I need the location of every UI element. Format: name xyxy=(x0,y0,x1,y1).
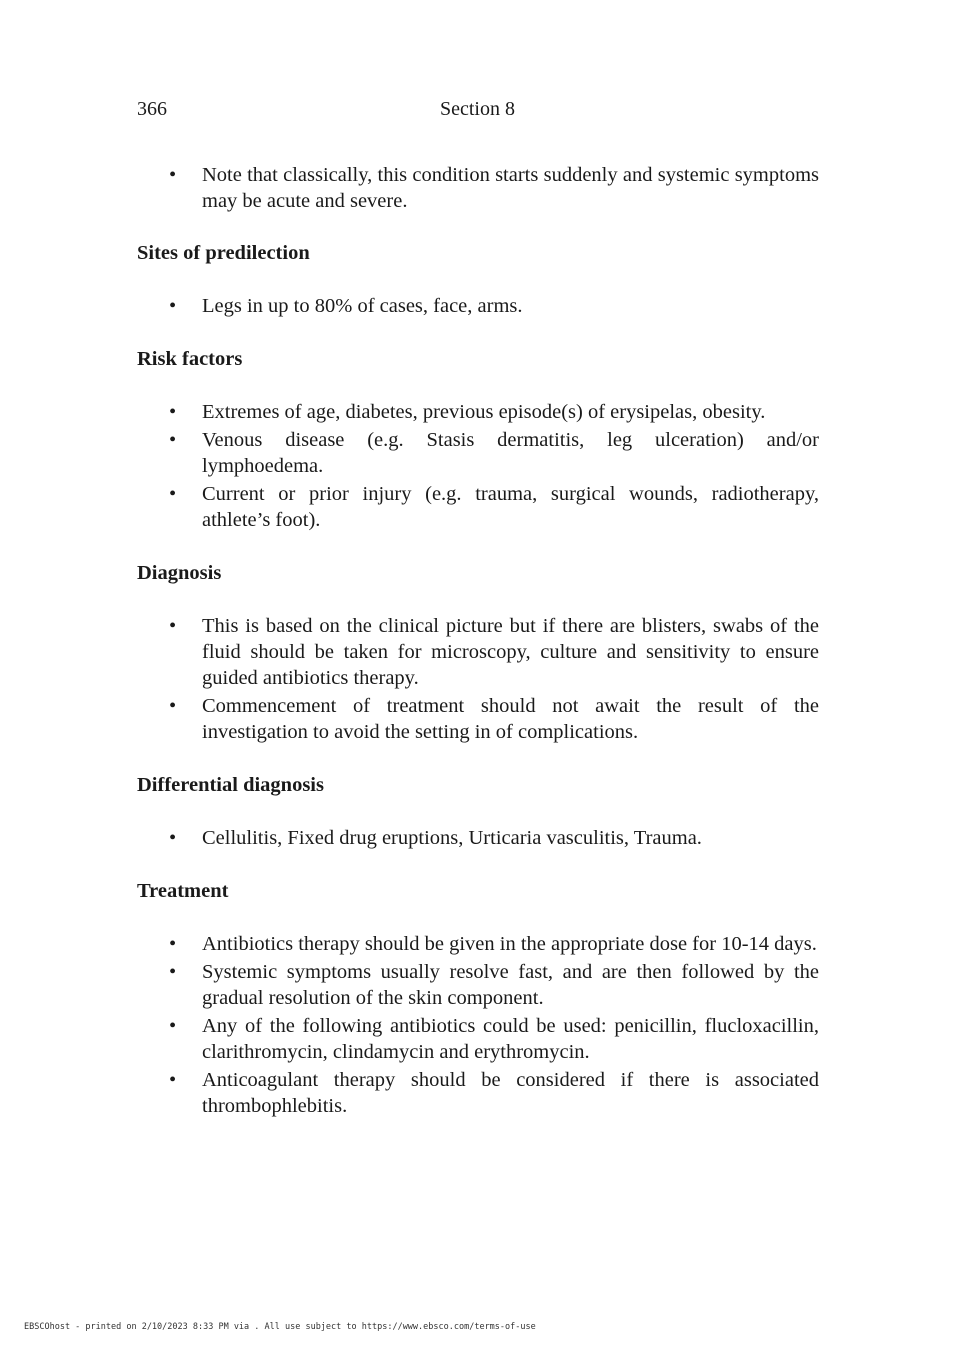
list-item xyxy=(137,481,819,533)
list-item xyxy=(137,959,819,1011)
bullet-icon: • xyxy=(169,401,177,423)
treatment-bullet-list xyxy=(137,931,819,1119)
list-item xyxy=(137,1067,819,1119)
section-heading-differential-diagnosis: Differential diagnosis xyxy=(137,774,324,796)
bullet-icon: • xyxy=(169,615,177,637)
section-heading-risk-factors: Risk factors xyxy=(137,348,243,370)
list-item xyxy=(137,613,819,691)
list-item xyxy=(137,162,819,214)
list-item xyxy=(137,427,819,479)
diagnosis-bullet-list xyxy=(137,613,819,745)
bullet-icon: • xyxy=(169,164,177,186)
list-item-text: Current or prior injury (e.g. trauma, surgical wounds, radiotherapy, athlete’s foot). xyxy=(202,483,819,531)
list-item xyxy=(137,1013,819,1065)
bullet-icon: • xyxy=(169,1069,177,1091)
list-item-text: Anticoagulant therapy should be considered if there is associated thrombophlebitis. xyxy=(202,1069,819,1117)
list-item-text: Cellulitis, Fixed drug eruptions, Urticaria vasculitis, Trauma. xyxy=(202,827,702,849)
page-number: 366 xyxy=(137,98,167,120)
bullet-icon: • xyxy=(169,1015,177,1037)
section-heading-sites: Sites of predilection xyxy=(137,242,310,264)
bullet-icon: • xyxy=(169,483,177,505)
list-item-text: Antibiotics therapy should be given in the appropriate dose for 10-14 days. xyxy=(202,933,817,955)
list-item xyxy=(137,931,819,957)
bullet-icon: • xyxy=(169,295,177,317)
list-item xyxy=(137,693,819,745)
section-heading-treatment: Treatment xyxy=(137,880,229,902)
bullet-icon: • xyxy=(169,933,177,955)
list-item-text: This is based on the clinical picture but if there are blisters, swabs of the fluid should be taken for microscopy, culture and sensitivity to ensure guided antibiotics therapy. xyxy=(202,615,819,689)
list-item xyxy=(137,293,819,319)
print-footer: EBSCOhost - printed on 2/10/2023 8:33 PM via . All use subject to https://www.ebsco.com/terms-of-use xyxy=(24,1322,536,1332)
page-body xyxy=(137,162,819,1119)
list-item-text: Commencement of treatment should not await the result of the investigation to avoid the setting in of complications. xyxy=(202,695,819,743)
list-item xyxy=(137,825,819,851)
list-item-text: Any of the following antibiotics could be used: penicillin, flucloxacillin, clarithromycin, clindamycin and erythromycin. xyxy=(202,1015,819,1063)
list-item xyxy=(137,399,819,425)
list-item-text: Extremes of age, diabetes, previous episode(s) of erysipelas, obesity. xyxy=(202,401,766,423)
section-heading-diagnosis: Diagnosis xyxy=(137,562,222,584)
list-item-text: Venous disease (e.g. Stasis dermatitis, leg ulceration) and/or lymphoedema. xyxy=(202,429,819,477)
bullet-icon: • xyxy=(169,695,177,717)
intro-bullet-list xyxy=(137,162,819,214)
risk-factors-bullet-list xyxy=(137,399,819,533)
bullet-icon: • xyxy=(169,827,177,849)
list-item-text: Note that classically, this condition starts suddenly and systemic symptoms may be acute and severe. xyxy=(202,164,819,212)
running-header: Section 8 xyxy=(440,98,515,120)
bullet-icon: • xyxy=(169,961,177,983)
sites-bullet-list xyxy=(137,293,819,319)
bullet-icon: • xyxy=(169,429,177,451)
list-item-text: Legs in up to 80% of cases, face, arms. xyxy=(202,295,523,317)
list-item-text: Systemic symptoms usually resolve fast, and are then followed by the gradual resolution of the skin component. xyxy=(202,961,819,1009)
differential-diagnosis-bullet-list xyxy=(137,825,819,851)
